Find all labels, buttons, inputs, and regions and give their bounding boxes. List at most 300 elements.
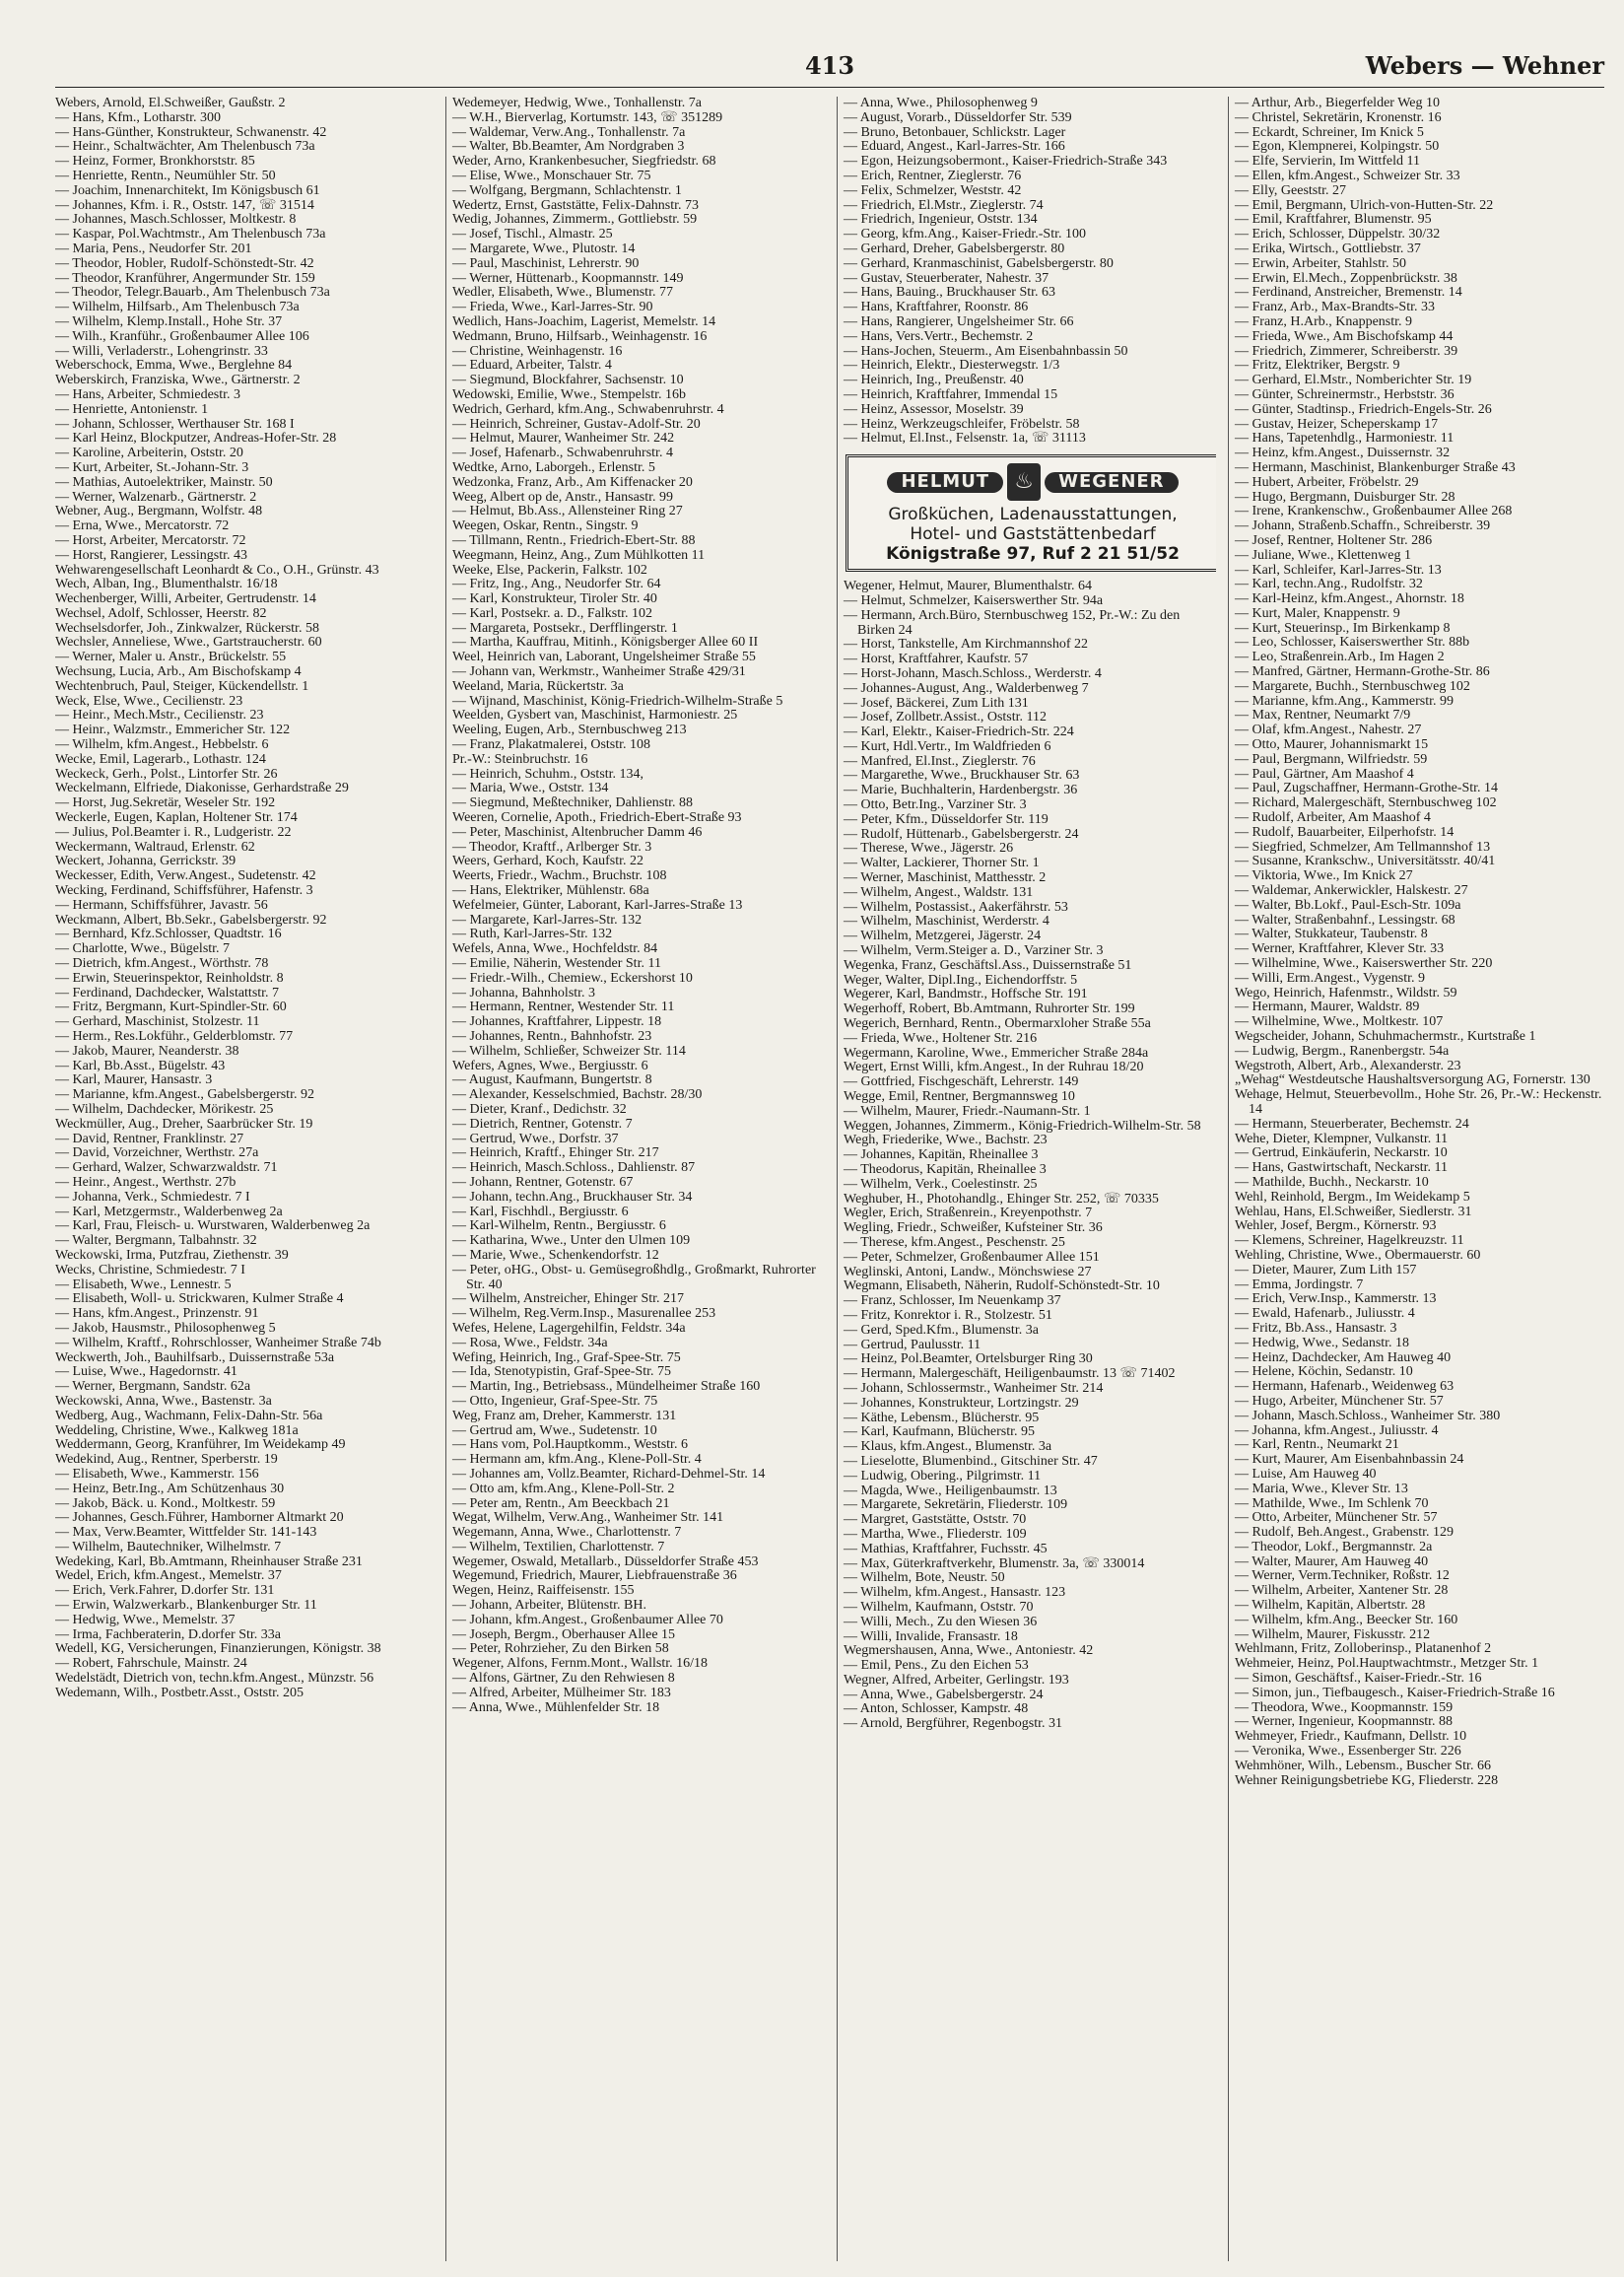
directory-entry: — Horst, Arbeiter, Mercatorstr. 72 [55, 532, 246, 548]
directory-entry: — Mathilde, Wwe., Im Schlenk 70 [1235, 1495, 1429, 1511]
directory-entry: Wedertz, Ernst, Gaststätte, Felix-Dahnstr. 73 [452, 197, 700, 213]
directory-entry: — Kaspar, Pol.Wachtmstr., Am Thelenbusch 73a [55, 227, 326, 242]
directory-entry: — Kurt, Arbeiter, St.-Johann-Str. 3 [55, 459, 249, 475]
directory-entry: — Werner, Hüttenarb., Koopmannstr. 149 [452, 270, 684, 286]
directory-entry: Weckelmann, Elfriede, Diakonisse, Gerhardstraße 29 [55, 781, 349, 796]
directory-entry: — Hugo, Bergmann, Duisburger Str. 28 [1235, 489, 1455, 505]
directory-entry: — Gerhard, Walzer, Schwarzwaldstr. 71 [55, 1160, 278, 1176]
directory-entry: Wegerhoff, Robert, Bb.Amtmann, Ruhrorter Str. 199 [844, 1001, 1135, 1017]
advertisement-box [846, 454, 1216, 572]
directory-entry: Wegenka, Franz, Geschäftsl.Ass., Duissernstraße 51 [844, 957, 1132, 973]
directory-entry: — Margareta, Postsekr., Derfflingerstr. 1 [452, 620, 678, 636]
directory-entry: — Johannes, Kfm. i. R., Oststr. 147, ☏ 31514 [55, 197, 314, 213]
directory-entry: Weel, Heinrich van, Laborant, Ungelsheimer Straße 55 [452, 650, 756, 665]
directory-entry: — Mathilde, Buchh., Neckarstr. 10 [1235, 1174, 1429, 1190]
directory-entry: — Gottfried, Fischgeschäft, Lehrerstr. 149 [844, 1074, 1079, 1090]
directory-entry: — Henriette, Antonienstr. 1 [55, 401, 209, 417]
directory-entry: Wehmeyer, Friedr., Kaufmann, Dellstr. 10 [1235, 1729, 1467, 1745]
directory-entry: Wechtenbruch, Paul, Steiger, Kückendellstr. 1 [55, 678, 309, 694]
directory-entry: — Ludwig, Bergm., Ranenbergstr. 54a [1235, 1043, 1450, 1059]
directory-entry: Weegen, Oskar, Rentn., Singstr. 9 [452, 518, 639, 534]
directory-entry: — Johanna, Verk., Schmiedestr. 7 I [55, 1189, 250, 1205]
directory-entry: — Werner, Maler u. Anstr., Brückelstr. 55 [55, 650, 287, 665]
directory-entry: — W.H., Bierverlag, Kortumstr. 143, ☏ 351289 [452, 109, 723, 125]
directory-entry: — Heinrich, Schuhm., Oststr. 134, [452, 766, 644, 782]
directory-entry: — Maria, Wwe., Klever Str. 13 [1235, 1481, 1408, 1496]
directory-entry: Wechsung, Lucia, Arb., Am Bischofskamp 4 [55, 664, 302, 680]
directory-entry: — Siegmund, Meßtechniker, Dahlienstr. 88 [452, 795, 694, 811]
directory-entry: Wegener, Helmut, Maurer, Blumenthalstr. 64 [844, 579, 1093, 594]
directory-entry: — Wilhelm, Schließer, Schweizer Str. 114 [452, 1043, 686, 1059]
directory-entry: — Hermann, Steuerberater, Bechemstr. 24 [1235, 1116, 1469, 1132]
directory-entry: — Wilhelm, Verk., Coelestinstr. 25 [844, 1176, 1038, 1192]
directory-entry: — Hermann, Schiffsführer, Javastr. 56 [55, 897, 268, 913]
directory-entry: Wechsel, Adolf, Schlosser, Heerstr. 82 [55, 605, 267, 621]
directory-entry: — Wilhelm, Maurer, Friedr.-Naumann-Str. 1 [844, 1103, 1091, 1119]
directory-entry: — Elisabeth, Wwe., Kammerstr. 156 [55, 1466, 259, 1482]
directory-entry: — Hermann, Maurer, Waldstr. 89 [1235, 1000, 1420, 1015]
directory-entry: — Lieselotte, Blumenbind., Gitschiner Str. 47 [844, 1453, 1098, 1469]
directory-entry: — Hedwig, Wwe., Sedanstr. 18 [1235, 1335, 1410, 1350]
directory-entry: Weckowski, Anna, Wwe., Bastenstr. 3a [55, 1393, 272, 1409]
directory-entry: Wegh, Friederike, Wwe., Bachstr. 23 [844, 1133, 1048, 1148]
directory-entry: — Manfred, El.Inst., Zieglerstr. 76 [844, 753, 1036, 769]
directory-entry: Wehage, Helmut, Steuerbevollm., Hohe Str. 26, Pr.-W.: Heckenstr. 14 [1235, 1087, 1602, 1117]
directory-entry: — Walter, Lackierer, Thorner Str. 1 [844, 856, 1040, 871]
directory-entry: — Karl, Kaufmann, Blücherstr. 95 [844, 1424, 1036, 1440]
directory-entry: — Martin, Ing., Betriebsass., Mündelheimer Straße 160 [452, 1379, 761, 1395]
directory-entry: — Karl, Elektr., Kaiser-Friedrich-Str. 224 [844, 724, 1074, 740]
page-number: 413 [804, 51, 855, 80]
directory-entry: — Max, Güterkraftverkehr, Blumenstr. 3a, ☏ 330014 [844, 1555, 1145, 1571]
directory-entry: — Martha, Wwe., Fliederstr. 109 [844, 1526, 1027, 1542]
directory-entry: — Waldemar, Ankerwickler, Halskestr. 27 [1235, 883, 1468, 899]
directory-entry: — Rudolf, Bauarbeiter, Eilperhofstr. 14 [1235, 824, 1455, 840]
directory-entry: — Otto, Betr.Ing., Varziner Str. 3 [844, 797, 1027, 813]
directory-entry: — Peter am, Rentn., Am Beeckbach 21 [452, 1495, 670, 1511]
chef-emblem-icon: ♨ [1007, 463, 1041, 501]
directory-entry: Weckmüller, Aug., Dreher, Saarbrücker Str. 19 [55, 1116, 313, 1132]
directory-entry: — Fritz, Elektriker, Bergstr. 9 [1235, 358, 1400, 374]
directory-entry: — Elisabeth, Wwe., Lennestr. 5 [55, 1276, 232, 1292]
directory-entry: — Heinz, Werkzeugschleifer, Fröbelstr. 58 [844, 416, 1080, 432]
directory-entry: — Hermann, Malergeschäft, Heiligenbaumstr. 13 ☏ 71402 [844, 1366, 1176, 1382]
directory-entry: — Otto am, kfm.Ang., Klene-Poll-Str. 2 [452, 1481, 675, 1496]
directory-entry: — David, Rentner, Franklinstr. 27 [55, 1131, 244, 1146]
directory-entry: — Wilhelm, kfm.Angest., Hebbelstr. 6 [55, 737, 269, 753]
directory-entry: — Katharina, Wwe., Unter den Ulmen 109 [452, 1233, 691, 1249]
directory-entry: Weggen, Johannes, Zimmerm., König-Friedrich-Wilhelm-Str. 58 [844, 1118, 1201, 1134]
directory-entry: Wecking, Ferdinand, Schiffsführer, Hafenstr. 3 [55, 883, 313, 899]
directory-entry: — Werner, Verm.Techniker, Roßstr. 12 [1235, 1568, 1450, 1584]
directory-entry: Weckert, Johanna, Gerrickstr. 39 [55, 854, 237, 869]
directory-entry: — Rosa, Wwe., Feldstr. 34a [452, 1335, 608, 1350]
directory-entry: — Horst, Kraftfahrer, Kaufstr. 57 [844, 652, 1029, 667]
directory-entry: — Hans, Rangierer, Ungelsheimer Str. 66 [844, 313, 1074, 329]
directory-entry: — Karl, Schleifer, Karl-Jarres-Str. 13 [1235, 562, 1442, 578]
directory-entry: — Kurt, Maler, Knappenstr. 9 [1235, 605, 1400, 621]
directory-entry: — Erich, Verk.Fahrer, D.dorfer Str. 131 [55, 1583, 275, 1599]
directory-entry: — Werner, Bergmann, Sandstr. 62a [55, 1379, 251, 1395]
directory-entry: Weger, Walter, Dipl.Ing., Eichendorffstr. 5 [844, 972, 1078, 988]
directory-entry: Wedtke, Arno, Laborgeh., Erlenstr. 5 [452, 459, 655, 475]
directory-entry: Wefelmeier, Günter, Laborant, Karl-Jarres-Straße 13 [452, 897, 743, 913]
directory-entry: — Eckardt, Schreiner, Im Knick 5 [1235, 124, 1424, 140]
directory-entry: — Johannes, Kapitän, Rheinallee 3 [844, 1147, 1039, 1163]
directory-entry: Wechenberger, Willi, Arbeiter, Gertrudenstr. 14 [55, 591, 316, 607]
directory-entry: Wedzonka, Franz, Arb., Am Kiffenacker 20 [452, 474, 693, 490]
directory-entry: Wehmhöner, Wilh., Lebensm., Buscher Str. 66 [1235, 1758, 1491, 1773]
directory-entry: — David, Vorzeichner, Werthstr. 27a [55, 1145, 259, 1161]
directory-entry: — Wilhelm, Kapitän, Albertstr. 28 [1235, 1598, 1426, 1614]
directory-entry: — Heinr., Schaltwächter, Am Thelenbusch 73a [55, 139, 315, 155]
directory-entry: Wegemann, Anna, Wwe., Charlottenstr. 7 [452, 1525, 682, 1541]
directory-entry: Wegstroth, Albert, Arb., Alexanderstr. 23 [1235, 1058, 1461, 1073]
directory-entry: — Theodor, Kranführer, Angermunder Str. 159 [55, 270, 315, 286]
directory-entry: — Werner, Kraftfahrer, Klever Str. 33 [1235, 941, 1445, 957]
directory-entry: Wecke, Emil, Lagerarb., Lothastr. 124 [55, 751, 266, 767]
directory-entry: — Gertrud, Wwe., Dorfstr. 37 [452, 1131, 619, 1146]
directory-entry: — Rudolf, Arbeiter, Am Maashof 4 [1235, 810, 1431, 826]
directory-entry: Wegener, Alfons, Fernm.Mont., Wallstr. 16/18 [452, 1656, 709, 1672]
directory-entry: — Karl, Maurer, Hansastr. 3 [55, 1072, 213, 1088]
directory-entry: — Karl, Konstrukteur, Tiroler Str. 40 [452, 591, 657, 607]
directory-entry: — Johannes, Gesch.Führer, Hamborner Altmarkt 20 [55, 1510, 344, 1526]
directory-entry: — Charlotte, Wwe., Bügelstr. 7 [55, 941, 231, 957]
directory-entry: Wegscheider, Johann, Schuhmachermstr., Kurtstraße 1 [1235, 1029, 1536, 1044]
directory-entry: — Otto, Maurer, Johannismarkt 15 [1235, 737, 1429, 753]
directory-entry: — Erna, Wwe., Mercatorstr. 72 [55, 518, 230, 534]
directory-entry: — Irene, Krankenschw., Großenbaumer Allee 268 [1235, 504, 1513, 519]
directory-entry: — Johann, Schlossermstr., Wanheimer Str. 214 [844, 1380, 1104, 1396]
ad-line-2: Hotel- und Gaststättenbedarf [910, 524, 1156, 545]
directory-entry: — Dietrich, Rentner, Gotenstr. 7 [452, 1116, 633, 1132]
directory-entry: — Arthur, Arb., Biegerfelder Weg 10 [1235, 97, 1441, 110]
directory-entry: — Heinz, kfm.Angest., Duissernstr. 32 [1235, 446, 1451, 461]
directory-entry: Weeling, Eugen, Arb., Sternbuschweg 213 [452, 723, 687, 738]
directory-entry: — Christine, Weinhagenstr. 16 [452, 343, 623, 359]
directory-entry: — Veronika, Wwe., Essenberger Str. 226 [1235, 1744, 1461, 1760]
directory-entry: Wegemund, Friedrich, Maurer, Liebfrauenstraße 36 [452, 1568, 737, 1584]
directory-entry: Wegermann, Karoline, Wwe., Emmericher Straße 284a [844, 1045, 1149, 1061]
directory-entry: — Margarete, Sekretärin, Fliederstr. 109 [844, 1497, 1068, 1513]
directory-entry: — Martha, Kauffrau, Mitinh., Königsberger Allee 60 II [452, 635, 759, 651]
directory-entry: Pr.-W.: Steinbruchstr. 16 [452, 751, 588, 767]
directory-entry: — Egon, Heizungsobermont., Kaiser-Friedrich-Straße 343 [844, 154, 1168, 170]
directory-entry: — Frieda, Wwe., Holtener Str. 216 [844, 1030, 1038, 1046]
directory-entry: Wecks, Christine, Schmiedestr. 7 I [55, 1262, 245, 1277]
directory-entry: Wegerer, Karl, Bandmstr., Hoffsche Str. 191 [844, 987, 1088, 1002]
directory-entry: — Herm., Res.Lokführ., Gelderblomstr. 77 [55, 1029, 294, 1044]
directory-entry: Wedig, Johannes, Zimmerm., Gottliebstr. 59 [452, 212, 698, 228]
directory-entry: — Luise, Am Hauweg 40 [1235, 1466, 1377, 1482]
directory-entry: Weckesser, Edith, Verw.Angest., Sudetenstr. 42 [55, 868, 316, 884]
directory-entry: Weghuber, H., Photohandlg., Ehinger Str. 252, ☏ 70335 [844, 1191, 1159, 1207]
directory-entry: — Elise, Wwe., Monschauer Str. 75 [452, 168, 651, 183]
directory-entry: — Heinrich, Kraftfahrer, Immendal 15 [844, 386, 1058, 402]
directory-entry: Weckermann, Waltraud, Erlenstr. 62 [55, 839, 255, 855]
directory-entry: — Karl-Heinz, kfm.Angest., Ahornstr. 18 [1235, 591, 1464, 607]
directory-entry: — Hans, Bauing., Bruckhauser Str. 63 [844, 285, 1056, 301]
directory-entry: — Eduard, Arbeiter, Talstr. 4 [452, 358, 612, 374]
directory-entry: — Emil, Bergmann, Ulrich-von-Hutten-Str. 22 [1235, 197, 1494, 213]
column-1 [55, 97, 434, 2261]
directory-entry: — Karl-Wilhelm, Rentn., Bergiusstr. 6 [452, 1218, 666, 1234]
directory-entry: — Hans, Vers.Vertr., Bechemstr. 2 [844, 328, 1034, 344]
directory-entry: Wedemann, Wilh., Postbetr.Asst., Oststr. 205 [55, 1685, 304, 1700]
directory-entry: — Hans-Jochen, Steuerm., Am Eisenbahnbassin 50 [844, 343, 1128, 359]
directory-entry: Wedrich, Gerhard, kfm.Ang., Schwabenruhrstr. 4 [452, 401, 724, 417]
directory-entry: — Johannes am, Vollz.Beamter, Richard-Dehmel-Str. 14 [452, 1466, 766, 1482]
header-rule [55, 87, 1604, 88]
directory-entry: — Hans, Tapetenhdlg., Harmoniestr. 11 [1235, 431, 1455, 447]
directory-entry: — Theodor, Kraftf., Arlberger Str. 3 [452, 839, 652, 855]
directory-entry: — Wilhelm, Angest., Waldstr. 131 [844, 884, 1034, 900]
directory-entry: — August, Kaufmann, Bungertstr. 8 [452, 1072, 652, 1088]
directory-entry: — Frieda, Wwe., Am Bischofskamp 44 [1235, 328, 1454, 344]
directory-entry: — Walter, Bergmann, Talbahnstr. 32 [55, 1233, 257, 1249]
directory-entry: — Fritz, Konrektor i. R., Stolzestr. 51 [844, 1307, 1052, 1323]
directory-entry: — Hans vom, Pol.Hauptkomm., Weststr. 6 [452, 1437, 688, 1453]
directory-entry: — Wilhelm, Maschinist, Werderstr. 4 [844, 914, 1049, 930]
directory-entry: — Wilhelm, kfm.Angest., Hansastr. 123 [844, 1585, 1066, 1601]
directory-entry: — Johann, Arbeiter, Blütenstr. BH. [452, 1598, 646, 1614]
directory-entry: — Heinr., Walzmstr., Emmericher Str. 122 [55, 723, 291, 738]
directory-entry: — Wilhelm, Bote, Neustr. 50 [844, 1570, 1005, 1586]
directory-entry: Wegler, Erich, Straßenrein., Kreyenpothstr. 7 [844, 1206, 1093, 1221]
directory-entry: — Karl, Rentn., Neumarkt 21 [1235, 1437, 1399, 1453]
directory-entry: — Anna, Wwe., Philosophenweg 9 [844, 97, 1038, 110]
directory-entry: Wegge, Emil, Rentner, Bergmannsweg 10 [844, 1089, 1075, 1105]
directory-entry: — Elisabeth, Woll- u. Strickwaren, Kulmer Straße 4 [55, 1291, 344, 1307]
directory-entry: — Wilhelm, Reg.Verm.Insp., Masurenallee 253 [452, 1306, 716, 1322]
directory-entry: — Leo, Schlosser, Kaiserswerther Str. 88b [1235, 635, 1470, 651]
directory-entry: — Leo, Straßenrein.Arb., Im Hagen 2 [1235, 650, 1445, 665]
directory-entry: — Josef, Tischl., Almastr. 25 [452, 227, 613, 242]
directory-entry: — Josef, Bäckerei, Zum Lith 131 [844, 695, 1029, 711]
directory-entry: — Gustav, Heizer, Scheperskamp 17 [1235, 416, 1439, 432]
directory-entry: — Werner, Walzenarb., Gärtnerstr. 2 [55, 489, 257, 505]
directory-entry: Wechselsdorfer, Joh., Zinkwalzer, Rückerstr. 58 [55, 620, 319, 636]
directory-entry: — Robert, Fahrschule, Mainstr. 24 [55, 1656, 247, 1672]
directory-entry: Wegemer, Oswald, Metallarb., Düsseldorfer Straße 453 [452, 1553, 759, 1569]
directory-entry: — Emil, Pens., Zu den Eichen 53 [844, 1658, 1029, 1674]
directory-entry: — Emil, Kraftfahrer, Blumenstr. 95 [1235, 212, 1432, 228]
directory-entry: Webner, Aug., Bergmann, Wolfstr. 48 [55, 504, 263, 519]
directory-entry: — Walter, Stukkateur, Taubenstr. 8 [1235, 927, 1428, 942]
directory-entry: — Margarete, Wwe., Plutostr. 14 [452, 241, 636, 256]
directory-entry: — Theodora, Wwe., Koopmannstr. 159 [1235, 1699, 1454, 1715]
directory-entry: — Max, Rentner, Neumarkt 7/9 [1235, 708, 1411, 724]
directory-entry: — Otto, Arbeiter, Münchener Str. 57 [1235, 1510, 1438, 1526]
directory-entry: Wedell, KG, Versicherungen, Finanzierungen, Königstr. 38 [55, 1641, 381, 1657]
directory-entry: — Kurt, Maurer, Am Eisenbahnbassin 24 [1235, 1452, 1464, 1468]
directory-entry: — Anna, Wwe., Mühlenfelder Str. 18 [452, 1699, 660, 1715]
directory-entry: — Jakob, Hausmstr., Philosophenweg 5 [55, 1320, 276, 1336]
directory-entry: — Christel, Sekretärin, Kronenstr. 16 [1235, 109, 1442, 125]
directory-entry: — Heinr., Mech.Mstr., Cecilienstr. 23 [55, 708, 264, 724]
directory-entry: — Heinrich, Schreiner, Gustav-Adolf-Str. 20 [452, 416, 701, 432]
directory-entry: Wefes, Helene, Lagergehilfin, Feldstr. 34a [452, 1320, 686, 1336]
directory-entry: — Erwin, Arbeiter, Stahlstr. 50 [1235, 255, 1407, 271]
directory-entry: — Juliane, Wwe., Klettenweg 1 [1235, 547, 1411, 563]
ad-logo-right: WEGENER [1045, 472, 1178, 493]
directory-entry: — Johann, Masch.Schloss., Wanheimer Str. 380 [1235, 1408, 1501, 1423]
directory-entry: — Karl, Metzgermstr., Walderbenweg 2a [55, 1204, 283, 1219]
directory-entry: Weerts, Friedr., Wachm., Bruchstr. 108 [452, 868, 667, 884]
directory-entry: — Eduard, Angest., Karl-Jarres-Str. 166 [844, 139, 1065, 155]
directory-entry: — Ludwig, Obering., Pilgrimstr. 11 [844, 1468, 1042, 1484]
directory-entry: Wego, Heinrich, Hafenmstr., Wildstr. 59 [1235, 985, 1457, 1000]
directory-entry: — Johann, techn.Ang., Bruckhauser Str. 34 [452, 1189, 693, 1205]
directory-entry: Weglinski, Antoni, Landw., Mönchswiese 27 [844, 1264, 1092, 1279]
directory-entry: — Johannes, Kraftfahrer, Lippestr. 18 [452, 1014, 662, 1030]
directory-entry: Wedberg, Aug., Wachmann, Felix-Dahn-Str. 56a [55, 1408, 323, 1423]
directory-entry: — Heinrich, Elektr., Diesterwegstr. 1/3 [844, 358, 1060, 374]
ad-logo-left: HELMUT [887, 472, 1003, 493]
directory-entry: — Franz, H.Arb., Knappenstr. 9 [1235, 313, 1413, 329]
directory-entry: — Hermann, Maschinist, Blankenburger Straße 43 [1235, 459, 1516, 475]
directory-entry: — Willi, Verladerstr., Lohengrinstr. 33 [55, 343, 268, 359]
directory-entry: Webers, Arnold, El.Schweißer, Gaußstr. 2 [55, 97, 286, 110]
directory-entry: — Hans, kfm.Angest., Prinzenstr. 91 [55, 1306, 259, 1322]
directory-entry: — Paul, Bergmann, Wilfriedstr. 59 [1235, 751, 1428, 767]
page-header [55, 51, 1604, 85]
directory-entry: — Peter, Schmelzer, Großenbaumer Allee 151 [844, 1249, 1100, 1265]
directory-entry: — Walter, Bb.Lokf., Paul-Esch-Str. 109a [1235, 897, 1461, 913]
directory-entry: — Marie, Wwe., Schenkendorfstr. 12 [452, 1247, 659, 1263]
directory-entry: — Bernhard, Kfz.Schlosser, Quadtstr. 16 [55, 927, 282, 942]
directory-entry: — Wilhelm, Hilfsarb., Am Thelenbusch 73a [55, 300, 300, 315]
directory-entry: — Friedrich, El.Mstr., Zieglerstr. 74 [844, 197, 1044, 213]
directory-entry: — Heinz, Betr.Ing., Am Schützenhaus 30 [55, 1481, 285, 1496]
directory-entry: — Gertrud am, Wwe., Sudetenstr. 10 [452, 1422, 657, 1438]
directory-entry: — Henriette, Rentn., Neumühler Str. 50 [55, 168, 276, 183]
directory-entry: — Tillmann, Rentn., Friedrich-Ebert-Str. 88 [452, 532, 696, 548]
directory-entry: — Marianne, kfm.Angest., Gabelsbergerstr. 92 [55, 1087, 314, 1103]
directory-entry: Weeke, Else, Packerin, Falkstr. 102 [452, 562, 647, 578]
directory-entry: — Willi, Mech., Zu den Wiesen 36 [844, 1614, 1038, 1629]
directory-entry: — Jakob, Maurer, Neanderstr. 38 [55, 1043, 239, 1059]
directory-entry: — Fritz, Bergmann, Kurt-Spindler-Str. 60 [55, 1000, 287, 1015]
directory-entry: — Fritz, Ing., Ang., Neudorfer Str. 64 [452, 577, 661, 592]
directory-entry: — Gerhard, El.Mstr., Nomberichter Str. 19 [1235, 373, 1472, 388]
directory-entry: — Luise, Wwe., Hagedornstr. 41 [55, 1364, 237, 1380]
directory-entry: Weberschock, Emma, Wwe., Berglehne 84 [55, 358, 293, 374]
directory-entry: — Werner, Maschinist, Matthesstr. 2 [844, 870, 1047, 886]
directory-entry: Weegmann, Heinz, Ang., Zum Mühlkotten 11 [452, 547, 706, 563]
directory-entry: — Hermann am, kfm.Ang., Klene-Poll-Str. 4 [452, 1452, 702, 1468]
directory-entry: — Alfred, Arbeiter, Mülheimer Str. 183 [452, 1685, 671, 1700]
directory-entry: — Johann, Straßenb.Schaffn., Schreiberstr. 39 [1235, 518, 1491, 534]
directory-entry: — Heinz, Former, Bronkhorststr. 85 [55, 154, 255, 170]
directory-entry: Wegat, Wilhelm, Verw.Ang., Wanheimer Str. 141 [452, 1510, 724, 1526]
directory-entry: — Karl, Frau, Fleisch- u. Wurstwaren, Walderbenweg 2a [55, 1218, 371, 1234]
directory-entry: — Ellen, kfm.Angest., Schweizer Str. 33 [1235, 168, 1460, 183]
directory-entry: Wech, Alban, Ing., Blumenthalstr. 16/18 [55, 577, 278, 592]
directory-entry: — Horst, Jug.Sekretär, Weseler Str. 192 [55, 795, 276, 811]
directory-entry: — Theodor, Lokf., Bergmannstr. 2a [1235, 1539, 1433, 1554]
directory-entry: — Heinz, Dachdecker, Am Hauweg 40 [1235, 1349, 1452, 1365]
directory-entry: — Wilhelm, Dachdecker, Mörikestr. 25 [55, 1101, 274, 1117]
directory-entry: — Susanne, Krankschw., Universitätsstr. 40/41 [1235, 854, 1496, 869]
directory-entry: — Anna, Wwe., Gabelsbergerstr. 24 [844, 1687, 1044, 1702]
directory-entry: — Maria, Pens., Neudorfer Str. 201 [55, 241, 252, 256]
directory-entry: — Heinrich, Ing., Preußenstr. 40 [844, 373, 1024, 388]
directory-entry: — Mathias, Autoelektriker, Mainstr. 50 [55, 474, 273, 490]
directory-entry: — Josef, Zollbetr.Assist., Oststr. 112 [844, 710, 1047, 725]
directory-entry: — Hans, Kfm., Lotharstr. 300 [55, 109, 221, 125]
directory-entry: — Egon, Klempnerei, Kolpingstr. 50 [1235, 139, 1440, 155]
directory-entry: — Franz, Plakatmalerei, Oststr. 108 [452, 737, 651, 753]
directory-entry: Wehl, Reinhold, Bergm., Im Weidekamp 5 [1235, 1189, 1470, 1205]
directory-entry: — Wilhelm, Postassist., Aakerfährstr. 53 [844, 899, 1068, 915]
directory-entry: — Werner, Ingenieur, Koopmannstr. 88 [1235, 1714, 1454, 1730]
directory-entry: Wehe, Dieter, Klempner, Vulkanstr. 11 [1235, 1131, 1449, 1146]
directory-entry: — Helmut, Maurer, Wanheimer Str. 242 [452, 431, 675, 447]
directory-entry: — Heinr., Angest., Werthstr. 27b [55, 1174, 237, 1190]
directory-entry: — Erwin, Walzwerkarb., Blankenburger Str. 11 [55, 1598, 317, 1614]
directory-entry: Wefels, Anna, Wwe., Hochfeldstr. 84 [452, 941, 658, 957]
directory-entry: — Johann, Rentner, Gotenstr. 67 [452, 1174, 634, 1190]
directory-entry: Wehling, Christine, Wwe., Obermauerstr. 60 [1235, 1247, 1481, 1263]
directory-entry: — Günter, Schreinermstr., Herbststr. 36 [1235, 386, 1455, 402]
directory-entry: Wehlmann, Fritz, Zolloberinsp., Platanenhof 2 [1235, 1641, 1492, 1657]
directory-entry: — Ewald, Hafenarb., Juliusstr. 4 [1235, 1306, 1415, 1322]
directory-entry: — Wilhelm, Kaufmann, Oststr. 70 [844, 1599, 1034, 1615]
directory-entry: — Helmut, Bb.Ass., Allensteiner Ring 27 [452, 504, 683, 519]
directory-entry: Wedemeyer, Hedwig, Wwe., Tonhallenstr. 7a [452, 97, 703, 110]
directory-entry: — Irma, Fachberaterin, D.dorfer Str. 33a [55, 1626, 281, 1642]
directory-entry: — Bruno, Betonbauer, Schlickstr. Lager [844, 124, 1066, 140]
directory-entry: — Erich, Schlosser, Düppelstr. 30/32 [1235, 227, 1441, 242]
column-2 [445, 97, 825, 2261]
directory-entry: — Wilhelm, Maurer, Fiskusstr. 212 [1235, 1626, 1431, 1642]
directory-entry: — Kurt, Hdl.Vertr., Im Waldfrieden 6 [844, 738, 1051, 754]
directory-entry: Wegen, Heinz, Raiffeisenstr. 155 [452, 1583, 635, 1599]
directory-entry: — Gertrud, Paulusstr. 11 [844, 1337, 981, 1352]
directory-entry: Wedel, Erich, kfm.Angest., Memelstr. 37 [55, 1568, 282, 1584]
directory-entry: Wegmershausen, Anna, Wwe., Antoniestr. 42 [844, 1643, 1094, 1659]
directory-entry: Weder, Arno, Krankenbesucher, Siegfriedstr. 68 [452, 154, 716, 170]
directory-entry: — Therese, Wwe., Jägerstr. 26 [844, 841, 1014, 857]
directory-entry: — Olaf, kfm.Angest., Nahestr. 27 [1235, 723, 1422, 738]
directory-entry: Wedekind, Aug., Rentner, Sperberstr. 19 [55, 1452, 278, 1468]
directory-entry: — Erwin, Steuerinspektor, Reinholdstr. 8 [55, 970, 284, 986]
directory-entry: — Walter, Maurer, Am Hauweg 40 [1235, 1553, 1429, 1569]
directory-entry: — Ferdinand, Dachdecker, Walstattstr. 7 [55, 985, 280, 1000]
directory-entry: — Margarete, Karl-Jarres-Str. 132 [452, 912, 643, 928]
directory-entry: Wehler, Josef, Bergm., Körnerstr. 93 [1235, 1218, 1437, 1234]
directory-entry: Wehmeier, Heinz, Pol.Hauptwachtmstr., Metzger Str. 1 [1235, 1656, 1539, 1672]
directory-entry: — Theodor, Hobler, Rudolf-Schönstedt-Str. 42 [55, 255, 314, 271]
directory-entry: — Karl, Fischhdl., Bergiusstr. 6 [452, 1204, 629, 1219]
directory-entry: — Richard, Malergeschäft, Sternbuschweg 102 [1235, 795, 1497, 811]
directory-entry: — Elfe, Servierin, Im Wittfeld 11 [1235, 154, 1421, 170]
directory-entry: — Wilhelm, Arbeiter, Xantener Str. 28 [1235, 1583, 1449, 1599]
directory-entry: — Ida, Stenotypistin, Graf-Spee-Str. 75 [452, 1364, 672, 1380]
directory-entry: — Theodor, Telegr.Bauarb., Am Thelenbusch 73a [55, 285, 330, 301]
directory-entry: — Arnold, Bergführer, Regenbogstr. 31 [844, 1716, 1062, 1732]
directory-entry: — Emma, Jordingstr. 7 [1235, 1276, 1364, 1292]
directory-entry: — Georg, kfm.Ang., Kaiser-Friedr.-Str. 100 [844, 227, 1086, 242]
directory-entry: — Karl, Bb.Asst., Bügelstr. 43 [55, 1058, 226, 1073]
directory-entry: — Felix, Schmelzer, Weststr. 42 [844, 182, 1022, 198]
directory-entry: — Anton, Schlosser, Kampstr. 48 [844, 1701, 1029, 1717]
directory-entry: — Heinrich, Kraftf., Ehinger Str. 217 [452, 1145, 659, 1161]
directory-entry: — Wilhelm, Textilien, Charlottenstr. 7 [452, 1539, 665, 1554]
directory-entry: Wedmann, Bruno, Hilfsarb., Weinhagenstr. 16 [452, 328, 708, 344]
